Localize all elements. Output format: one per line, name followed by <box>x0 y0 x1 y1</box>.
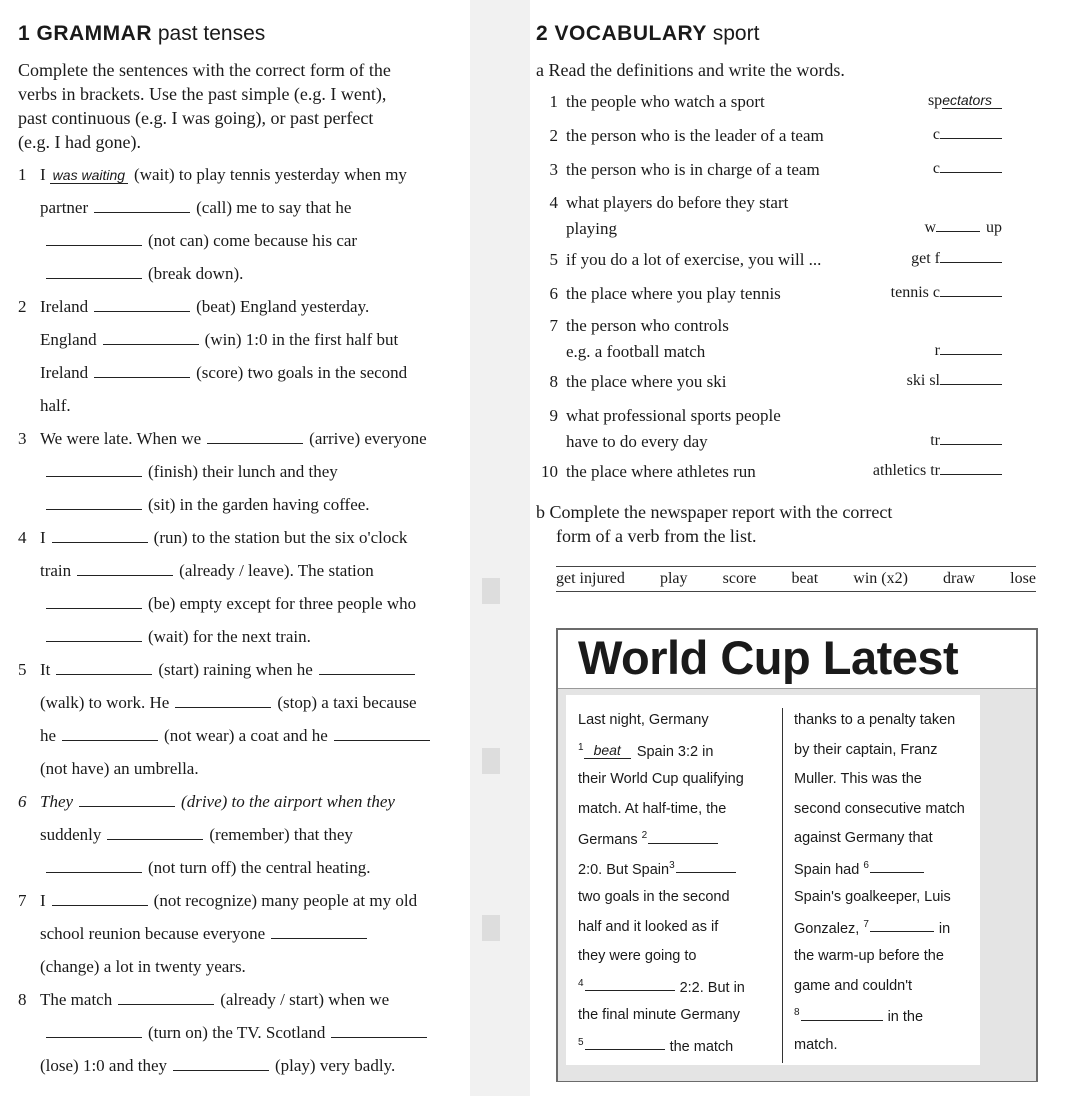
definition-7 <box>536 316 729 336</box>
answer-blank[interactable] <box>46 475 142 477</box>
news-right-line <box>794 978 912 994</box>
news-right-line <box>794 771 922 787</box>
grammar-line <box>18 297 369 317</box>
news-blank[interactable] <box>870 930 934 932</box>
definition-1 <box>536 92 765 112</box>
gap-number: 8 <box>794 1007 800 1018</box>
news-text-fragment: they were going to <box>578 948 697 964</box>
answer-blank[interactable] <box>62 739 158 741</box>
definition-number: 1 <box>549 92 558 111</box>
news-text-fragment: the final minute Germany <box>578 1007 740 1023</box>
definition-text: the people who watch a sport <box>566 92 765 111</box>
news-text-fragment: Spain 3:2 in <box>636 743 714 760</box>
grammar-line <box>18 693 417 713</box>
grammar-line <box>18 759 199 779</box>
sentence-text: (sit) in the garden having coffee. <box>148 495 370 514</box>
sentence-text: (drive) to the airport when they <box>181 792 395 811</box>
news-left-line <box>578 712 709 728</box>
sentence-text: (win) 1:0 in the first half but <box>204 330 399 349</box>
word-list-item: win (x2) <box>853 570 908 587</box>
sentence-text: They <box>40 792 74 811</box>
grammar-line <box>18 363 407 383</box>
newspaper-report <box>556 628 1038 1082</box>
sentence-text: (play) very badly. <box>275 1056 396 1075</box>
grammar-line <box>18 231 357 251</box>
word-blank[interactable] <box>940 383 1002 385</box>
item-number: 4 <box>18 528 27 547</box>
grammar-line <box>18 198 351 218</box>
vocab-subtitle: sport <box>712 22 760 45</box>
grammar-line <box>18 660 421 680</box>
sentence-text: (finish) their lunch and they <box>148 462 338 481</box>
news-right-line <box>794 919 950 937</box>
definition-5 <box>536 250 821 270</box>
sentence-text: I <box>40 891 46 910</box>
sentence-text: (not recognize) many people at my old <box>153 891 418 910</box>
grammar-line <box>18 726 436 746</box>
sentence-text: partner <box>40 198 89 217</box>
answer-blank[interactable] <box>271 937 367 939</box>
news-text-fragment: in <box>938 920 951 937</box>
grammar-section <box>0 0 530 1096</box>
sentence-text: (walk) to work. He <box>40 693 170 712</box>
definition-text: what professional sports people <box>566 406 781 425</box>
gap-number: 4 <box>578 977 584 989</box>
grammar-line <box>18 528 407 548</box>
sentence-text: (start) raining when he <box>158 660 313 679</box>
news-text-fragment: their World Cup qualifying <box>578 771 744 787</box>
sentence-text: (already / start) when we <box>220 990 390 1009</box>
item-number: 5 <box>18 660 27 679</box>
news-left-line <box>578 1007 740 1023</box>
answer-blank[interactable] <box>94 211 190 213</box>
grammar-line <box>18 990 389 1010</box>
news-text-fragment: in the <box>887 1008 924 1025</box>
news-column-divider <box>782 708 783 1063</box>
news-right-line <box>794 1037 838 1053</box>
sentence-text: (not turn off) the central heating. <box>148 858 371 877</box>
definition-text: the person who controls <box>566 316 729 335</box>
grammar-line <box>18 792 395 812</box>
sentence-text: (call) me to say that he <box>196 198 352 217</box>
news-text-fragment: two goals in the second <box>578 889 730 905</box>
answer-blank[interactable] <box>56 673 152 675</box>
answer-blank[interactable] <box>46 244 142 246</box>
definition-text: the person who is the leader of a team <box>566 126 824 145</box>
sentence-text: (be) empty except for three people who <box>148 594 417 613</box>
definition-text: the place where you play tennis <box>566 284 781 303</box>
definition-text: the place where you ski <box>566 372 727 391</box>
news-left-line <box>578 978 745 996</box>
definition-text: what players do before they start <box>566 193 789 212</box>
news-text-fragment: match. At half-time, the <box>578 800 727 817</box>
answer-blank[interactable] <box>173 1069 269 1071</box>
news-text-fragment: Gonzalez, <box>794 920 864 937</box>
news-text-fragment: Spain had <box>794 861 864 878</box>
definition-number: 2 <box>549 126 558 145</box>
grammar-intro-1: Complete the sentences with the correct form of the <box>18 60 391 80</box>
grammar-line <box>18 396 71 416</box>
definition-number: 5 <box>549 250 558 269</box>
item-number: 3 <box>18 429 27 448</box>
sentence-text: (arrive) everyone <box>309 429 427 448</box>
answer-blank[interactable] <box>103 343 199 345</box>
grammar-line <box>18 462 338 482</box>
definition-3 <box>536 160 820 180</box>
sentence-text: (already / leave). The station <box>179 561 374 580</box>
vocab-title: 2 VOCABULARY <box>536 22 707 45</box>
news-left-line <box>578 919 718 935</box>
word-blank[interactable] <box>940 473 1002 475</box>
word-hint: c <box>933 126 1002 144</box>
sentence-text: school reunion because everyone <box>40 924 266 943</box>
news-text-fragment: the match <box>669 1038 734 1055</box>
grammar-line <box>18 891 417 911</box>
news-right-line <box>794 801 965 817</box>
grammar-line <box>18 429 427 449</box>
sentence-text: he <box>40 726 57 745</box>
grammar-line <box>18 1023 433 1043</box>
answer-blank[interactable] <box>46 640 142 642</box>
grammar-heading <box>18 22 265 46</box>
answer-blank[interactable] <box>46 871 142 873</box>
answer-blank[interactable] <box>46 607 142 609</box>
word-blank[interactable] <box>940 443 1002 445</box>
news-example-answer: beat <box>584 742 631 759</box>
vocab-part-b-line2: form of a verb from the list. <box>556 526 757 546</box>
word-list-item: beat <box>791 570 819 587</box>
news-title: World Cup Latest <box>578 631 959 684</box>
word-blank[interactable] <box>940 261 1002 263</box>
answer-blank[interactable] <box>77 574 173 576</box>
word-blank[interactable]: ectators <box>942 92 1002 109</box>
news-blank[interactable] <box>676 871 736 873</box>
definition-number: 9 <box>549 406 558 425</box>
word-blank[interactable] <box>940 353 1002 355</box>
sentence-text: (not have) an umbrella. <box>40 759 199 778</box>
news-text-fragment: 2:0. But Spain <box>578 861 670 878</box>
word-list-item: get injured <box>556 570 625 587</box>
gap-number: 7 <box>863 918 869 930</box>
definition-10 <box>536 462 756 482</box>
news-left-line <box>578 948 697 964</box>
definition-9 <box>536 406 781 426</box>
sentence-text: (not can) come because his car <box>148 231 358 250</box>
news-text-fragment: against Germany that <box>794 830 933 846</box>
news-blank[interactable] <box>585 1048 665 1050</box>
answer-blank[interactable] <box>94 376 190 378</box>
answer-blank[interactable] <box>118 1003 214 1005</box>
sentence-text: We were late. When we <box>40 429 202 448</box>
word-hint: w up <box>924 219 1002 236</box>
word-hint: tennis c <box>891 284 1002 302</box>
grammar-line <box>18 495 370 515</box>
news-text-fragment: Last night, Germany <box>578 712 709 728</box>
grammar-line <box>18 627 311 647</box>
news-right-line <box>794 860 929 878</box>
news-text-fragment: by their captain, Franz <box>794 741 938 758</box>
example-answer: was waiting <box>50 167 128 184</box>
news-right-line <box>794 742 937 758</box>
definition-number: 8 <box>549 372 558 391</box>
definition-2 <box>536 126 824 146</box>
definition-number: 4 <box>549 193 558 212</box>
news-text-fragment: the warm-up before the <box>794 948 944 964</box>
news-right-line <box>794 712 955 728</box>
definition-text-cont: have to do every day <box>566 432 708 451</box>
sentence-text: (stop) a taxi because <box>277 693 417 712</box>
grammar-line <box>18 165 407 185</box>
answer-blank[interactable] <box>331 1036 427 1038</box>
definition-text-cont: playing <box>566 219 617 238</box>
grammar-line <box>18 825 353 845</box>
news-left-line <box>578 742 713 760</box>
sentence-text: half. <box>40 396 71 415</box>
news-left-line <box>578 830 723 848</box>
sentence-text: (not wear) a coat and he <box>164 726 328 745</box>
grammar-line <box>18 957 246 977</box>
news-text-fragment: Spain's goalkeeper, Luis <box>794 889 951 905</box>
sentence-text: Ireland <box>40 297 89 316</box>
news-text-fragment: half and it looked as if <box>578 918 719 935</box>
sentence-text: I <box>40 165 46 184</box>
definition-text: if you do a lot of exercise, you will ... <box>566 250 822 269</box>
news-text-fragment: second consecutive match <box>794 800 965 817</box>
sentence-text: The match <box>40 990 113 1009</box>
news-text-fragment: thanks to a penalty taken <box>794 712 956 728</box>
grammar-line <box>18 561 374 581</box>
news-right-line <box>794 889 951 905</box>
news-blank[interactable] <box>585 989 675 991</box>
sentence-text: (break down). <box>148 264 244 283</box>
news-blank[interactable] <box>801 1019 883 1021</box>
answer-blank[interactable] <box>107 838 203 840</box>
definition-number: 10 <box>541 462 558 481</box>
answer-blank[interactable] <box>52 904 148 906</box>
definition-4 <box>536 193 788 213</box>
vocab-heading <box>536 22 759 46</box>
definition-text: the person who is in charge of a team <box>566 160 820 179</box>
word-hint: spectators <box>928 92 1002 110</box>
item-number: 6 <box>18 792 27 811</box>
answer-blank[interactable] <box>46 508 142 510</box>
grammar-line <box>18 1056 395 1076</box>
grammar-line <box>18 924 373 944</box>
grammar-title: 1 GRAMMAR <box>18 22 152 45</box>
grammar-intro-4: (e.g. I had gone). <box>18 132 141 152</box>
answer-blank[interactable] <box>319 673 415 675</box>
word-hint: r <box>935 342 1002 360</box>
word-list-item: lose <box>1010 570 1036 587</box>
news-left-line <box>578 801 726 817</box>
answer-blank[interactable] <box>334 739 430 741</box>
sentence-text: (beat) England yesterday. <box>196 297 370 316</box>
word-blank[interactable] <box>940 171 1002 173</box>
word-blank[interactable] <box>940 295 1002 297</box>
sentence-text: suddenly <box>40 825 102 844</box>
grammar-subtitle: past tenses <box>157 22 266 45</box>
vocab-part-b-line1: b Complete the newspaper report with the correct <box>536 502 893 522</box>
word-hint: athletics tr <box>873 462 1002 480</box>
sentence-text: (wait) to play tennis yesterday when my <box>134 165 407 184</box>
gap-number: 5 <box>578 1036 584 1048</box>
word-list-item: score <box>722 570 757 587</box>
news-text-fragment: 2:2. But in <box>679 979 745 996</box>
news-left-line <box>578 771 744 787</box>
grammar-line <box>18 330 398 350</box>
gap-number: 2 <box>641 830 648 841</box>
definition-6 <box>536 284 781 304</box>
item-number: 2 <box>18 297 27 316</box>
verb-word-list <box>556 566 1036 592</box>
news-left-line <box>578 1037 733 1055</box>
sentence-text: I <box>40 528 46 547</box>
grammar-line <box>18 858 371 878</box>
news-blank[interactable] <box>870 871 924 873</box>
word-list-item: draw <box>943 570 976 587</box>
definition-number: 3 <box>549 160 558 179</box>
sentence-text: (score) two goals in the second <box>196 363 408 382</box>
sentence-text: (remember) that they <box>209 825 353 844</box>
vocabulary-section <box>530 0 1080 1096</box>
news-text-fragment: game and couldn't <box>794 977 913 994</box>
sentence-text: It <box>40 660 51 679</box>
news-left-line <box>578 860 741 878</box>
gap-number: 6 <box>863 859 869 871</box>
item-number: 7 <box>18 891 27 910</box>
gap-number: 3 <box>669 859 675 871</box>
definition-8 <box>536 372 727 392</box>
sentence-text: England <box>40 330 97 349</box>
grammar-intro-2: verbs in brackets. Use the past simple (e.g. I went), <box>18 84 387 104</box>
sentence-text: (change) a lot in twenty years. <box>40 957 246 976</box>
word-hint: get f <box>911 250 1002 268</box>
sentence-text: train <box>40 561 72 580</box>
news-left-line <box>578 889 730 905</box>
word-blank[interactable] <box>940 137 1002 139</box>
definition-text-cont: e.g. a football match <box>566 342 706 361</box>
answer-blank[interactable] <box>46 277 142 279</box>
answer-blank[interactable] <box>175 706 271 708</box>
word-hint: tr <box>930 432 1002 450</box>
sentence-text: (run) to the station but the six o'clock <box>153 528 408 547</box>
sentence-text: Ireland <box>40 363 89 382</box>
news-text-fragment: match. <box>794 1036 838 1053</box>
grammar-line <box>18 594 416 614</box>
news-right-line <box>794 1007 923 1025</box>
item-number: 8 <box>18 990 27 1009</box>
word-hint: ski sl <box>907 372 1002 390</box>
answer-blank[interactable] <box>46 1036 142 1038</box>
sentence-text: (turn on) the TV. Scotland <box>148 1023 326 1042</box>
answer-blank[interactable] <box>207 442 303 444</box>
vocab-part-a: a Read the definitions and write the words. <box>536 60 845 80</box>
news-blank[interactable] <box>648 842 718 844</box>
news-right-line <box>794 948 944 964</box>
word-hint: c <box>933 160 1002 178</box>
sentence-text: (lose) 1:0 and they <box>40 1056 167 1075</box>
news-text-fragment: Muller. This was the <box>794 771 922 787</box>
definition-text: the place where athletes run <box>566 462 756 481</box>
sentence-text: (wait) for the next train. <box>148 627 311 646</box>
word-list-item: play <box>659 570 688 587</box>
word-blank[interactable] <box>936 230 980 232</box>
definition-number: 7 <box>549 316 558 335</box>
grammar-intro-3: past continuous (e.g. I was going), or past perfect <box>18 108 374 128</box>
answer-blank[interactable] <box>52 541 148 543</box>
item-number: 1 <box>18 165 27 184</box>
definition-number: 6 <box>549 284 558 303</box>
grammar-line <box>18 264 243 284</box>
news-right-line <box>794 830 933 846</box>
gap-number: 1 <box>578 741 584 753</box>
answer-blank[interactable] <box>79 805 175 807</box>
answer-blank[interactable] <box>94 310 190 312</box>
news-text-fragment: Germans <box>578 831 642 848</box>
